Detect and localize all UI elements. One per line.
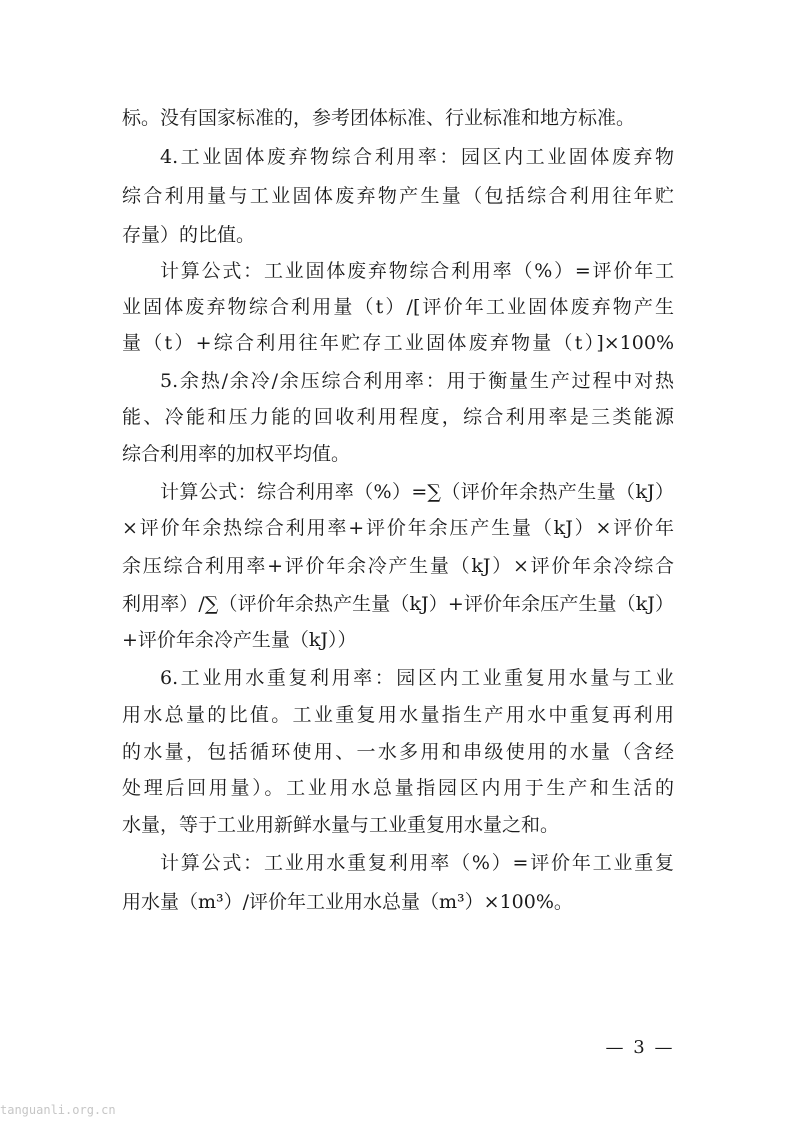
text-line-15: +评价年余冷产生量（kJ）） [122,629,357,651]
text-line-7: 量（t）+综合利用往年贮存工业固体废弃物量（t）]×100% [122,332,674,354]
watermark: tanguanli.org.cn [0,1103,116,1117]
text-line-12: ×评价年余热综合利用率+评价年余压产生量（kJ）×评价年 [122,517,674,539]
text-line-17: 用水总量的比值。工业重复用水量指生产用水中重复再利用 [122,704,674,726]
text-line-22: 用水量（m³）/评价年工业用水总量（m³）×100%。 [122,891,573,913]
text-line-8: 5.余热/余冷/余压综合利用率：用于衡量生产过程中对热 [160,370,674,392]
text-line-21: 计算公式：工业用水重复利用率（%）=评价年工业重复 [160,852,674,874]
text-line-1: 标。没有国家标准的，参考团体标准、行业标准和地方标准。 [122,107,636,129]
text-line-14: 利用率）/∑（评价年余热产生量（kJ）+评价年余压产生量（kJ） [122,593,674,615]
text-line-3: 综合利用量与工业固体废弃物产生量（包括综合利用往年贮 [122,185,674,207]
page-number: — 3 — [605,1037,675,1058]
text-line-6: 业固体废弃物综合利用量（t）/[评价年工业固体废弃物产生 [122,296,674,318]
text-line-19: 处理后回用量）。工业用水总量指园区内用于生产和生活的 [122,777,674,799]
text-line-13: 余压综合利用率+评价年余冷产生量（kJ）×评价年余冷综合 [122,555,674,577]
text-line-10: 综合利用率的加权平均值。 [122,443,351,465]
text-line-2: 4.工业固体废弃物综合利用率：园区内工业固体废弃物 [160,146,674,168]
text-line-9: 能、冷能和压力能的回收利用程度，综合利用率是三类能源 [122,406,674,428]
text-line-11: 计算公式：综合利用率（%）=∑（评价年余热产生量（kJ） [160,481,674,503]
text-line-5: 计算公式：工业固体废弃物综合利用率（%）=评价年工 [160,260,674,282]
text-line-18: 的水量，包括循环使用、一水多用和串级使用的水量（含经 [122,741,674,763]
text-line-4: 存量）的比值。 [122,224,256,246]
text-line-20: 水量，等于工业用新鲜水量与工业重复用水量之和。 [122,814,560,836]
text-line-16: 6.工业用水重复利用率：园区内工业重复用水量与工业 [160,667,674,689]
